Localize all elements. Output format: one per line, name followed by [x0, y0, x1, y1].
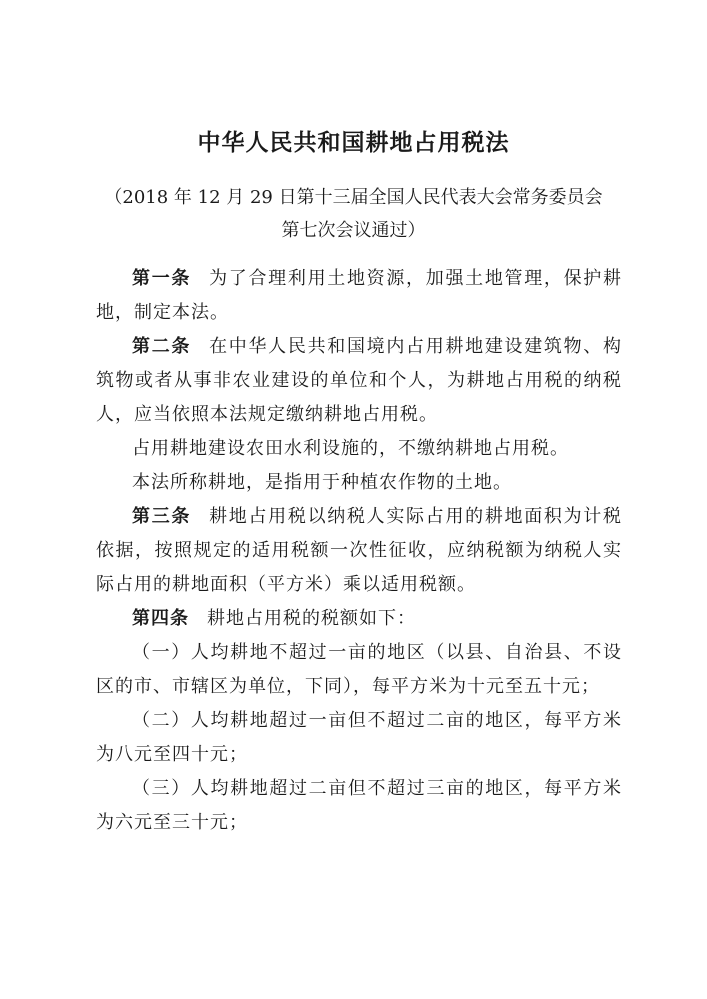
paragraph-article-4-item-3: [96, 772, 622, 840]
paragraph-text: 耕地占用税的税额如下：: [207, 608, 416, 629]
paragraph-text: 为了合理利用土地资源，加强土地管理，保护耕地，制定本法。: [96, 268, 623, 323]
article-number: 第一条: [132, 268, 192, 289]
paragraph-article-3: [96, 500, 622, 602]
paragraph-article-4-item-1: [96, 636, 622, 704]
document-body: [96, 262, 622, 840]
paragraph-article-4: [96, 602, 622, 636]
paragraph-text: （二）人均耕地超过一亩但不超过二亩的地区，每平方米为八元至四十元；: [96, 710, 622, 765]
paragraph-text: （三）人均耕地超过二亩但不超过三亩的地区，每平方米为六元至三十元；: [96, 778, 622, 833]
paragraph-text: 本法所称耕地，是指用于种植农作物的土地。: [132, 472, 512, 493]
paragraph-text: 在中华人民共和国境内占用耕地建设建筑物、构筑物或者从事非农业建设的单位和个人，为耕地占用税的纳税人，应当依照本法规定缴纳耕地占用税。: [96, 336, 623, 425]
document-subtitle-line2: 第七次会议通过）: [281, 220, 426, 241]
paragraph-text: 占用耕地建设农田水利设施的，不缴纳耕地占用税。: [132, 438, 569, 459]
article-number: 第二条: [132, 336, 192, 357]
paragraph-article-2-clause-2: [96, 432, 622, 466]
paragraph-article-1: [96, 262, 622, 330]
paragraph-text: （一）人均耕地不超过一亩的地区（以县、自治县、不设区的市、市辖区为单位，下同），每平方米为十元至五十元；: [96, 642, 622, 697]
paragraph-article-2-clause-3: [96, 466, 622, 500]
article-number: 第四条: [132, 608, 189, 629]
paragraph-text: 耕地占用税以纳税人实际占用的耕地面积为计税依据，按照规定的适用税额一次性征收，应纳税额为纳税人实际占用的耕地面积（平方米）乘以适用税额。: [96, 506, 623, 595]
article-number: 第三条: [132, 506, 192, 527]
paragraph-article-2: [96, 330, 622, 432]
document-title: 中华人民共和国耕地占用税法: [197, 130, 510, 156]
paragraph-article-4-item-2: [96, 704, 622, 772]
document-subtitle-line1: （2018 年 12 月 29 日第十三届全国人民代表大会常务委员会: [104, 187, 603, 208]
